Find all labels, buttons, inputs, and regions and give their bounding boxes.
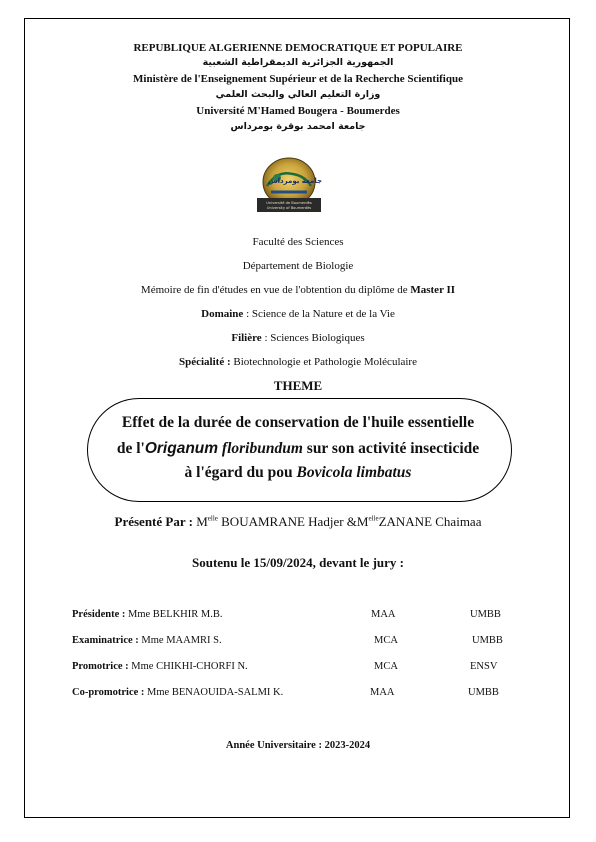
- filiere-value: : Sciences Biologiques: [261, 332, 365, 344]
- domaine-line: [0, 308, 596, 320]
- university-emblem-icon: [247, 156, 331, 216]
- jury-role: Co-promotrice :: [72, 687, 145, 698]
- jury-name: Mme CHIKHI-CHORFI N.: [128, 661, 248, 672]
- ministry-title-arabic: وزارة التعليم العالي والبحث العلمي: [215, 89, 381, 100]
- jury-name: Mme MAAMRI S.: [138, 635, 222, 646]
- presenter-title-sup: elle: [207, 514, 218, 523]
- title-text: de l': [116, 440, 145, 457]
- jury-institution: ENSV: [470, 661, 498, 672]
- jury-institution: UMBB: [472, 635, 503, 646]
- presenter-title-sup: elle: [368, 514, 379, 523]
- presented-label: Présenté Par :: [114, 514, 193, 529]
- svg-text:University of Boumerdès: University of Boumerdès: [266, 206, 312, 210]
- specialite-line: [0, 356, 596, 368]
- presenter-names: BOUAMRANE Hadjer &M: [217, 514, 369, 529]
- jury-institution: UMBB: [470, 609, 501, 620]
- jury-grade: MCA: [374, 635, 398, 646]
- jury-row: [0, 609, 596, 625]
- academic-year: Année Universitaire : 2023-2024: [225, 740, 371, 751]
- svg-text:Université de Boumerdès: Université de Boumerdès: [266, 201, 312, 205]
- specialite-label: Spécialité :: [179, 356, 231, 368]
- jury-row: [0, 635, 596, 651]
- genus-name: Origanum: [144, 440, 219, 457]
- domaine-label: Domaine: [201, 308, 244, 320]
- svg-text:جامعة بومرداس: جامعة بومرداس: [268, 177, 322, 185]
- jury-role: Examinatrice :: [72, 635, 139, 646]
- ministry-title: Ministère de l'Enseignement Supérieur et de la Recherche Scientifique: [133, 73, 463, 85]
- jury-name: Mme BENAOUIDA-SALMI K.: [144, 687, 284, 698]
- presenter-name-2: ZANANE Chaimaa: [378, 514, 482, 529]
- domaine-value: : Science de la Nature et de la Vie: [243, 308, 395, 320]
- title-text: sur son activité insecticide: [302, 440, 480, 457]
- filiere-label: Filière: [231, 332, 262, 344]
- jury-grade: MAA: [370, 687, 395, 698]
- jury-grade: MAA: [371, 609, 396, 620]
- jury-row: [0, 661, 596, 677]
- jury-grade: MCA: [374, 661, 398, 672]
- jury-row: [0, 687, 596, 703]
- filiere-line: [0, 332, 596, 344]
- jury-institution: UMBB: [468, 687, 499, 698]
- jury-role: Promotrice :: [72, 661, 129, 672]
- faculty: Faculté des Sciences: [252, 236, 344, 248]
- memoire-line: [0, 284, 596, 296]
- specialite-value: Biotechnologie et Pathologie Moléculaire: [230, 356, 417, 368]
- presenter-prefix: M: [192, 514, 208, 529]
- title-text: à l'égard du pou: [184, 464, 297, 481]
- jury-role: Présidente :: [72, 609, 126, 620]
- thesis-title-line1: Effet de la durée de conservation de l'huile essentielle: [121, 414, 475, 431]
- thesis-title-line3: [0, 464, 596, 482]
- department: Département de Biologie: [242, 260, 354, 272]
- presented-by: [0, 514, 596, 530]
- parasite-name: Bovicola limbatus: [296, 464, 412, 481]
- university-name-arabic: جامعة امحمد بوقرة بومرداس: [230, 121, 366, 132]
- republic-title: REPUBLIQUE ALGERIENNE DEMOCRATIQUE ET POPULAIRE: [133, 42, 463, 54]
- species-name: floribundum: [218, 440, 303, 457]
- theme-heading: THEME: [273, 378, 323, 393]
- thesis-title-line2: [0, 440, 596, 458]
- defense-line: Soutenu le 15/09/2024, devant le jury :: [192, 555, 404, 570]
- memoire-degree: Master II: [410, 284, 456, 296]
- jury-name: Mme BELKHIR M.B.: [125, 609, 223, 620]
- memoire-prefix: Mémoire de fin d'études en vue de l'obtention du diplôme de: [140, 284, 408, 296]
- university-name: Université M'Hamed Bougera - Boumerdes: [196, 105, 400, 117]
- republic-title-arabic: الجمهورية الجزائرية الديمقراطية الشعبية: [202, 57, 394, 68]
